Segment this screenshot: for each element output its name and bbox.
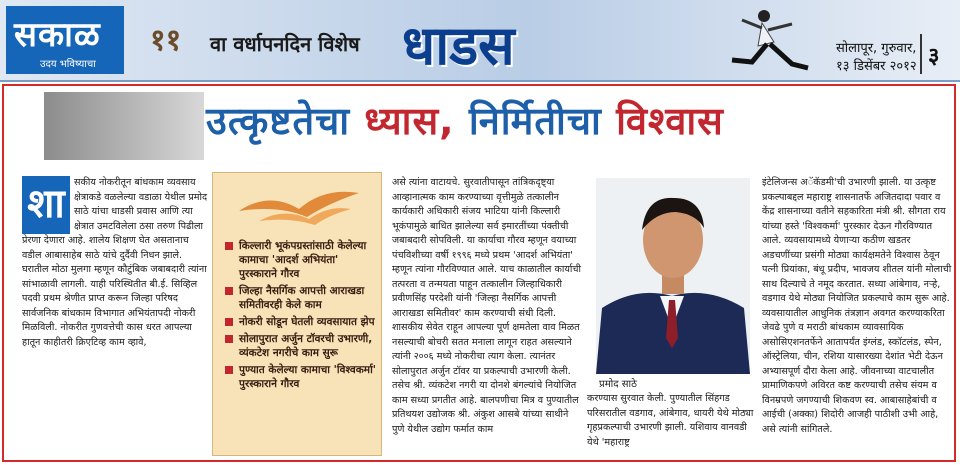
article-column-4: इंटेलिजन्स अॅकॅडमी'ची उभारणी झाली. या उत्कृष्ट प्रकल्पाबद्दल महाराष्ट्र शासनातर्फे अजितदादा पवार व केंद्र शासनाच्या वतीने सहकारिता मंत्री श्री. सौगता राय यांच्या हस्ते 'विश्वकर्मा' पुरस्कार देऊन गौरविण्यात आले. व्यवसायामध्ये येणाऱ्या कठीण खडतर अडचणींच्या प्रसंगी मोठ्या कार्यक्षमतेने विश्वास ठेवून पत्नी प्रियांका, बंधू प्रदीप, भावजय शीतल यांनी मोलाची साथ दिल्याचे ते नमूद करतात. सध्या आंबेगाव, नऱ्हे, वडगाव येथे मोठ्या नियोजित प्रकल्पाचे काम सुरू आहे. व्यवसायातील आधुनिक तंत्रज्ञान अवगत करण्याकरिता जेवढे पुणे व मराठी बांधकाम व्यावसायिक असोसिएशनतर्फेने आतापर्यंत इंग्लंड, स्कॉटलंड, स्पेन, ऑस्ट्रेलिया, चीन, रशिया यासारख्या देशांत भेटी देऊन अभ्यासपूर्ण दौरा केला आहे. जीवनाच्या वाटचालीत प्रामाणिकपणे अविरत कष्ट करण्याची तसेच संयम व विनम्रपणे जगण्याची शिकवण स्व. आबासाहेबांची व आईची (अक्का) शिदोरी आजही पाठीशी उभी आहे, असे त्यांनी सांगितले. [762,177,952,435]
page-number: ३ [928,44,940,69]
headline-part-4: विश्वास [616,99,724,143]
article-column-2: असे त्यांना वाटायचे. सुरवातीपासून तांत्रिकदृष्ट्या आव्हानात्मक काम करण्याच्या वृत्तीमुळे तत्कालीन कार्यकारी अधिकारी संजय भाटिया यांनी किल्लारी भूकंपामुळे बाधित झालेल्या सर्व इमारतींच्या पंक्तीची जबाबदारी सोपविली. या कार्याचा गौरव म्हणून वयाच्या पंचविशीच्या वर्षी १९९६ मध्ये प्रथम 'आदर्श अभियंता' म्हणून त्यांना गौरविण्यात आले. याच काळातील कार्याची तत्परता व तन्मयता पाहून तत्कालीन जिल्हाधिकारी प्रवीणसिंह परदेशी यांनी 'जिल्हा नैसर्गिक आपत्ती आराखडा समितीवर' काम करण्याची संधी दिली. शासकीय सेवेत राहून आपल्या पूर्ण क्षमतेला वाव मिळत नसल्याची बोचरी सतत मनाला लागून राहत असल्याने त्यांनी २००६ मध्ये नोकरीचा त्याग केला. त्यानंतर सोलापुरात अर्जुन टॉवर या प्रकल्पाची उभारणी केली. तसेच श्री. व्यंकटेश नगरी या दोनशे बंगल्यांचे नियोजित काम सध्या प्रगतीत आहे. बालपणीचा मित्र व पुण्यातील प्रतिथयश उद्योजक श्री. अंकुश आसबे यांच्या साथीने पुणे येथील उद्योग फर्मात काम [392,177,581,435]
article-column-1 [22,176,208,350]
masthead [0,0,960,82]
anniversary-text: वा वर्धापनदिन विशेष [210,32,360,56]
section-title: धाडस [402,14,515,77]
highlight-item: नोकरी सोडून घेतली व्यवसायात झेप [225,315,377,329]
date-line-1: सोलापूर, गुरुवार, [836,41,917,56]
highlight-item: सोलापुरात अर्जुन टॉवरची उभारणी, व्यंकटेश नगरीचे काम सुरू [225,332,377,360]
headline-part-1: उत्कृष्टतेचा [206,99,351,143]
gray-banner [44,92,204,160]
logo-tagline: उदय भविष्याचा [40,59,96,70]
date-line-2: १३ डिसेंबर २०१२ [836,59,917,74]
article-column-3: करण्यास सुरवात केली. पुण्यातील सिंहगड परिसरातील वडगाव, आंबेगाव, धायरी येथे मोठ्या गृहप्रकल्पाची उभारणी झाली. यशिवाय वानवडी येथे 'महाराष्ट्र [587,393,754,448]
headline-part-2: ध्यास, [364,99,455,143]
birds-illustration [229,181,369,229]
divider [920,34,922,74]
highlights-list [225,239,377,394]
runner-illustration [712,6,812,76]
portrait-photo [596,178,750,374]
column-1-text: सकीय नोकरीतून बांधकाम व्यवसाय क्षेत्राकडे वळलेल्या वडाळा येथील प्रमोद साठे यांचा धाडसी प्रवास आणि त्या क्षेत्रात उमटविलेला ठसा तरुण पिढीला प्रेरणा देणारा आहे. शालेय शिक्षण घेत असतानाच वडील आबासाहेब साठे यांचे दुर्दैवी निधन झाले. घरातील मोठा मुलगा म्हणून कौटुंबिक जबाबदारी त्यांना सांभाळावी लागली. याही परिस्थितीत बी.ई. सिव्हिल पदवी प्रथम श्रेणीत प्राप्त करून जिल्हा परिषद सार्वजनिक बांधकाम विभागात अभियंतापदी नोकरी मिळविली. नोकरीत गुणवत्तेची कास धरत आपल्या हातून काहीतरी क्रिएटिव्ह काम व्हावे, [22,177,208,348]
highlight-item: किल्लारी भूकंपग्रस्तांसाठी केलेल्या कामाचा 'आदर्श अभियंता' पुरस्काराने गौरव [225,239,377,281]
highlights-box [212,172,382,456]
headline-part-3: निर्मितीचा [468,99,602,143]
sakal-logo [6,6,124,74]
logo-text: सकाळ [14,15,101,55]
headline [206,94,724,146]
highlight-item: जिल्हा नैसर्गिक आपत्ती आराखडा समितीवरही केले काम [225,284,377,312]
highlight-item: पुण्यात केलेल्या कामाचा 'विश्वकर्मा' पुरस्काराने गौरव [225,363,377,391]
anniversary-number: ११ [150,23,182,58]
drop-cap: शा [22,176,70,234]
photo-caption: प्रमोद साठे [599,379,637,390]
